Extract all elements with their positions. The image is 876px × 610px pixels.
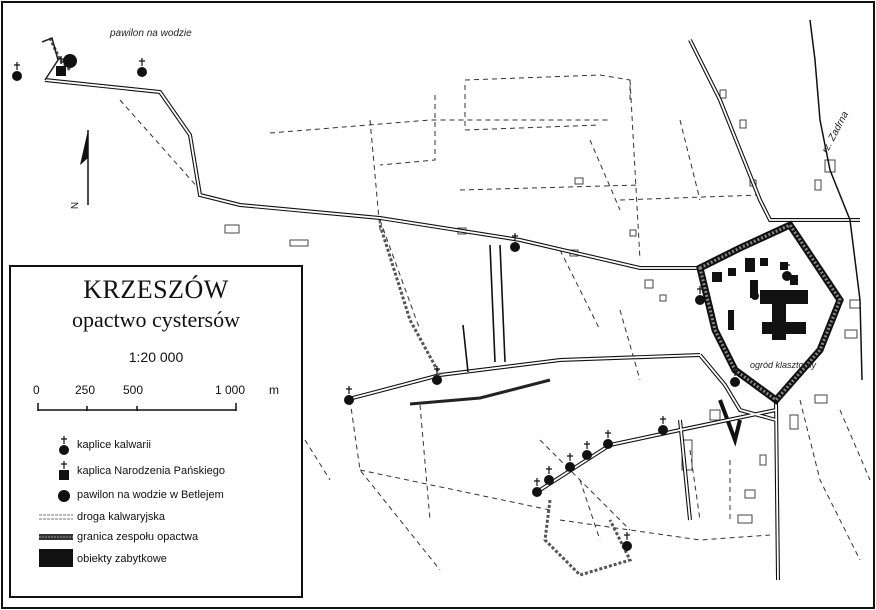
- legend-dot-icon: [57, 489, 71, 503]
- legend-dashed-double-line: [39, 513, 73, 521]
- garden-label: ogród klasztorny: [750, 360, 817, 370]
- monastery-buildings: [712, 258, 808, 340]
- scale-ratio: 1:20 000: [128, 349, 184, 365]
- legend-label-calvary-way: droga kalwaryjska: [77, 511, 166, 523]
- scale-tick-1000: 1 000: [215, 383, 246, 397]
- legend-hatched-line: [39, 533, 73, 541]
- legend-label-chapels: kaplice kalwarii: [77, 439, 151, 451]
- chapel-icon: [603, 430, 613, 449]
- legend-label-abbey-boundary: granica zespołu opactwa: [77, 531, 199, 543]
- chapel-icon: [510, 233, 520, 252]
- channel: [410, 380, 550, 404]
- legend-square-cross-icon: [57, 460, 71, 482]
- north-arrow: [80, 130, 88, 205]
- north-letter: N: [70, 201, 82, 210]
- scale-tick-0: 0: [33, 383, 40, 397]
- legend-label-historic-objects: obiekty zabytkowe: [77, 553, 167, 565]
- pond: [42, 38, 58, 80]
- abbey-boundary: [700, 225, 840, 400]
- pavilion-label: pawilon na wodzie: [110, 28, 192, 39]
- chapel-icon: [137, 58, 147, 77]
- legend-black-rect: [39, 549, 73, 567]
- map-subtitle: opactwo cystersów: [71, 307, 240, 332]
- river-label: rz. Zadrna: [820, 109, 852, 156]
- chapel-icon: [582, 441, 592, 460]
- map-title: KRZESZÓW: [83, 275, 229, 304]
- chapel-icon: [544, 466, 554, 485]
- chapel-icon: [565, 453, 575, 472]
- abbey-boundary-inner: [700, 225, 840, 400]
- legend-label-pavilion: pawilon na wodzie w Betlejem: [77, 489, 224, 501]
- chapel-icon: [344, 386, 354, 405]
- scale-tick-250: 250: [75, 383, 96, 397]
- legend-label-nativity-chapel: kaplica Narodzenia Pańskiego: [77, 465, 225, 477]
- legend-panel: [9, 265, 303, 598]
- legend-chapel-icon: [57, 435, 71, 457]
- river: [810, 20, 862, 380]
- chapel-icon: [12, 62, 22, 81]
- scale-tick-500: 500: [123, 383, 144, 397]
- chapel-icon: [658, 416, 668, 435]
- parallel-roads: [463, 245, 505, 372]
- chapel-icon: [622, 532, 632, 551]
- scale-bar: [37, 403, 237, 411]
- minor-buildings: [225, 90, 860, 523]
- pavilion-dot-icon: [63, 54, 77, 68]
- scale-unit: m: [269, 383, 279, 397]
